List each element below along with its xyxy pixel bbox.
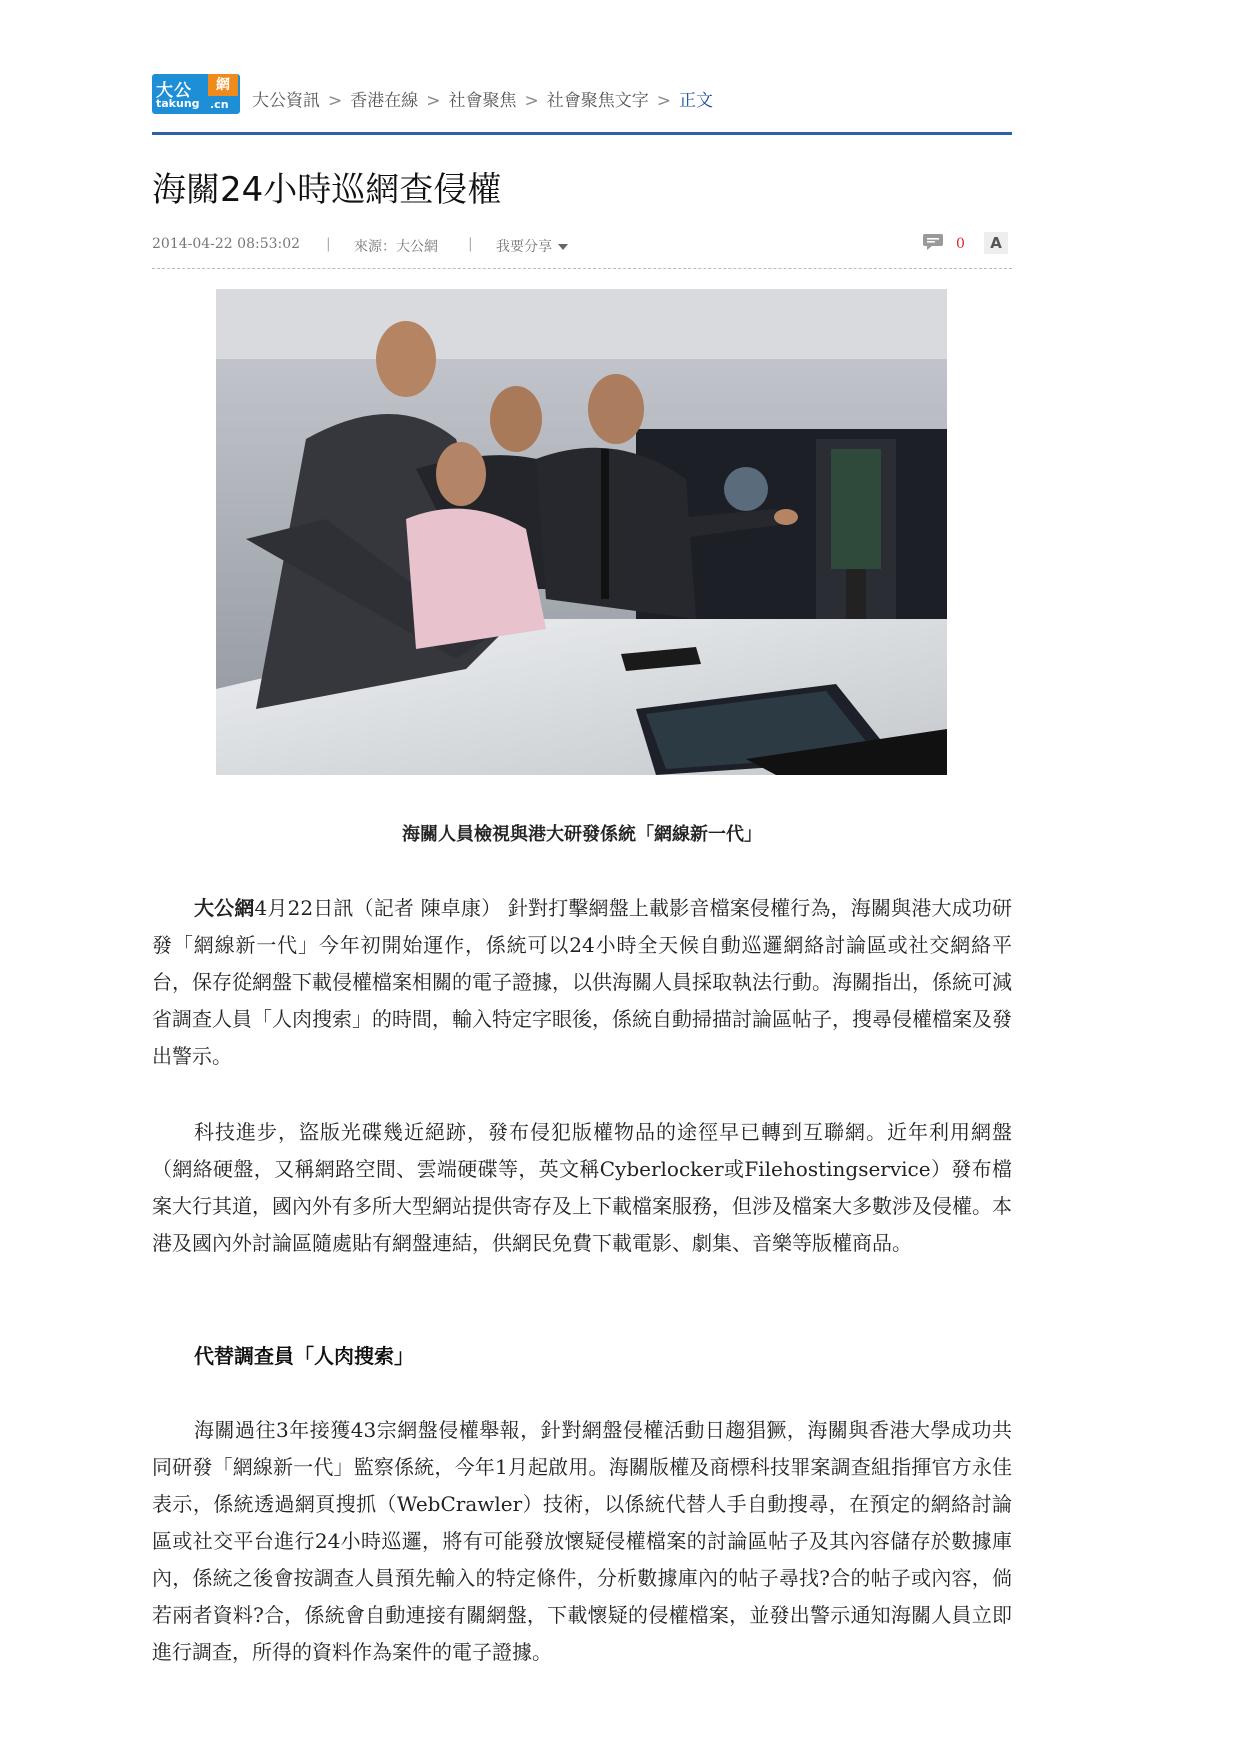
header-divider — [152, 132, 1012, 135]
comment-icon[interactable] — [922, 233, 944, 251]
article-title: 海關24小時巡網查侵權 — [152, 170, 502, 210]
breadcrumb-separator: > — [524, 91, 539, 111]
chevron-down-icon — [558, 244, 568, 250]
breadcrumb — [252, 86, 713, 111]
breadcrumb-separator: > — [656, 91, 671, 111]
article-paragraph — [152, 890, 1012, 1075]
site-logo[interactable] — [152, 74, 240, 114]
article-datetime: 2014-04-22 08:53:02 — [152, 236, 301, 252]
breadcrumb-separator: > — [328, 91, 343, 111]
font-size-icon[interactable]: A — [984, 232, 1008, 254]
article-source: 來源：大公網 — [354, 239, 438, 255]
article-paragraph: 海關過往3年接獲43宗網盤侵權舉報，針對網盤侵權活動日趨猖獗，海關與香港大學成功共同研發「網線新一代」監察係統，今年1月起啟用。海關版權及商標科技罪案調查組指揮官方永佳表示，係統透過網頁搜抓（WebCrawler）技術，以係統代替人手自動搜尋，在預定的網絡討論區或社交平台進行24小時巡邏，將有可能發放懷疑侵權檔案的討論區帖子及其內容儲存於數據庫內，係統之後會按調查人員預先輸入的特定條件，分析數據庫內的帖子尋找?合的帖子或內容，倘若兩者資料?合，係統會自動連接有關網盤，下載懷疑的侵權檔案，並發出警示通知海關人員立即進行調查，所得的資料作為案件的電子證據。 — [152, 1418, 1012, 1664]
logo-text-cn: 大公 — [156, 81, 192, 101]
share-button[interactable] — [496, 236, 568, 256]
article-paragraph: 科技進步，盜版光碟幾近絕跡，發布侵犯版權物品的途徑早已轉到互聯網。近年利用網盤（網絡硬盤，又稱網路空間、雲端硬碟等，英文稱Cyberlocker或Filehostingservice）發布檔案大行其道，國內外有多所大型網站提供寄存及上下載檔案服務，但涉及檔案大多數涉及侵權。本港及國內外討論區隨處貼有網盤連結，供網民免費下載電影、劇集、音樂等版權商品。 — [152, 1120, 1012, 1255]
meta-divider: | — [468, 236, 473, 252]
breadcrumb-item-current: 正文 — [679, 91, 713, 111]
paragraph-lead: 大公網 — [194, 896, 255, 920]
article-photo — [216, 289, 947, 775]
comment-count[interactable]: 0 — [956, 236, 965, 252]
breadcrumb-separator: > — [426, 91, 441, 111]
breadcrumb-item-home[interactable]: 大公資訊 — [252, 91, 320, 111]
article-subheading: 代替調查員「人肉搜索」 — [194, 1344, 414, 1368]
share-label: 我要分享 — [496, 239, 552, 255]
photo-caption: 海關人員檢視與港大研發係統「網線新一代」 — [402, 824, 762, 845]
paragraph-text: 4月22日訊（記者 陳卓康） 針對打擊網盤上載影音檔案侵權行為，海關與港大成功研發「網線新一代」今年初開始運作，係統可以24小時全天候自動巡邏網絡討論區或社交網絡平台，保存從網盤下載侵權檔案相關的電子證據，以供海關人員採取執法行動。海關指出，係統可減省調查人員「人肉搜索」的時間，輸入特定字眼後，係統自動掃描討論區帖子，搜尋侵權檔案及發出警示。 — [152, 896, 1013, 1068]
logo-text-domain: .cn — [210, 98, 229, 111]
logo-text-en: takung — [156, 97, 200, 110]
article-meta — [152, 236, 1012, 264]
breadcrumb-item-hk[interactable]: 香港在線 — [350, 91, 419, 111]
meta-divider-dotted — [152, 268, 1012, 269]
breadcrumb-item-social-text[interactable]: 社會聚焦文字 — [546, 91, 649, 111]
breadcrumb-item-social[interactable]: 社會聚焦 — [448, 91, 517, 111]
site-header — [152, 70, 1012, 134]
meta-divider: | — [326, 236, 331, 252]
logo-text-cn2: 網 — [208, 74, 238, 96]
